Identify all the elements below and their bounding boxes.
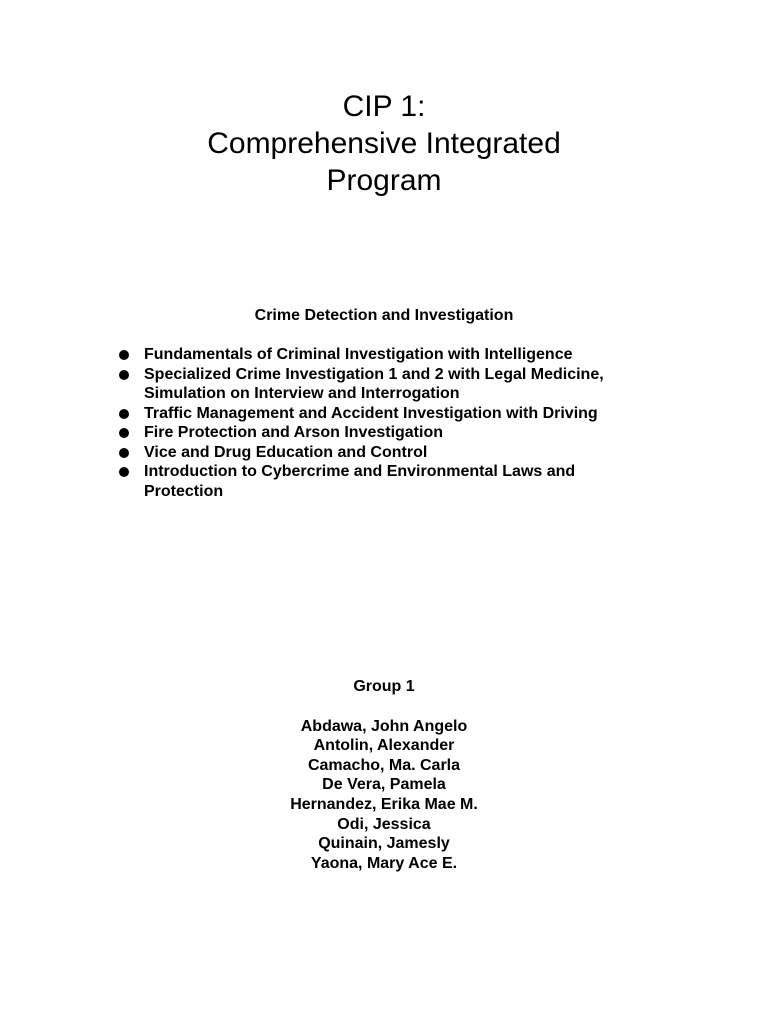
member-name: Hernandez, Erika Mae M. [290, 795, 478, 813]
bullet-icon [119, 409, 129, 419]
course-list [118, 345, 658, 501]
bullet-icon [119, 428, 129, 438]
course-label: Fundamentals of Criminal Investigation with Intelligence [144, 346, 573, 363]
bullet-icon [119, 350, 129, 360]
bullet-icon [119, 448, 129, 458]
member-name: Odi, Jessica [337, 815, 431, 833]
list-item [118, 423, 658, 443]
group-title: Group 1 [353, 678, 415, 695]
list-item [118, 345, 658, 365]
course-label: Vice and Drug Education and Control [144, 443, 428, 461]
course-label: Introduction to Cybercrime and Environmental Laws and Protection [144, 463, 576, 500]
group-members [0, 677, 768, 873]
member-name: Quinain, Jamesly [318, 835, 450, 853]
member-name: De Vera, Pamela [322, 776, 446, 794]
member-name: Camacho, Ma. Carla [307, 756, 461, 774]
course-label: Fire Protection and Arson Investigation [144, 424, 443, 441]
title-line-3: Program [326, 164, 442, 197]
document-title [0, 88, 768, 199]
bullet-icon [119, 370, 129, 380]
bullet-icon [119, 467, 129, 477]
course-label: Specialized Crime Investigation 1 and 2 with Legal Medicine, Simulation on Interview and Interrogation [144, 365, 604, 402]
list-item [118, 462, 658, 501]
member-name: Yaona, Mary Ace E. [310, 854, 458, 872]
member-name: Abdawa, John Angelo [300, 717, 468, 735]
list-item [118, 365, 658, 404]
member-name: Antolin, Alexander [313, 737, 455, 755]
list-item [118, 443, 658, 463]
list-item [118, 404, 658, 424]
course-label: Traffic Management and Accident Investigation with Driving [144, 404, 598, 422]
title-line-2: Comprehensive Integrated [207, 127, 561, 160]
title-line-1: CIP 1: [342, 90, 426, 123]
section-heading: Crime Detection and Investigation [254, 307, 514, 324]
